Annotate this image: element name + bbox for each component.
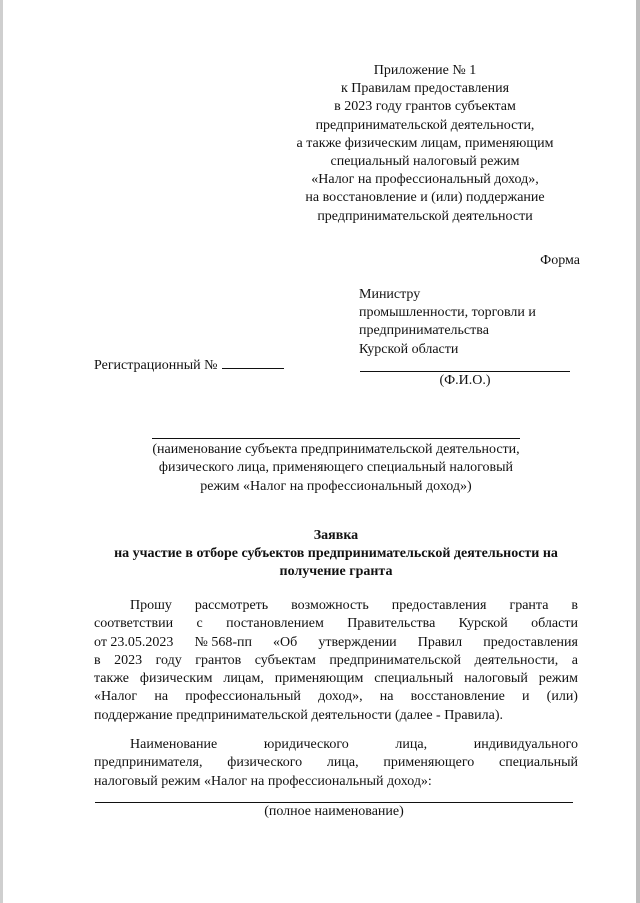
word: от 23.05.2023 — [94, 634, 174, 650]
addressee-line: Курской области — [359, 341, 459, 357]
word: соответствии — [94, 616, 174, 632]
word: 2023 — [114, 652, 143, 668]
word: году — [155, 652, 182, 668]
scan-edge-right — [636, 0, 640, 903]
registration-number — [94, 356, 284, 374]
subject-caption-line: (наименование субъекта предпринимательской деятельности, — [152, 442, 520, 457]
appendix-line: Приложение № 1 — [373, 63, 477, 78]
word: Прошу — [130, 598, 172, 613]
word: предоставления — [391, 598, 487, 613]
title-line: на участие в отборе субъектов предпринимательской деятельности на — [114, 546, 558, 561]
appendix-line: на восстановление и (или) поддержание — [305, 190, 545, 206]
word: юридического — [263, 737, 349, 752]
form-label: Форма — [540, 253, 580, 268]
word: лица, — [326, 755, 359, 771]
word: налоговый — [464, 671, 528, 687]
appendix-header — [280, 62, 570, 226]
appendix-line: специальный налоговый режим — [330, 154, 520, 170]
word: на — [379, 689, 394, 705]
registration-label: Регистрационный № — [94, 358, 218, 373]
registration-number-field[interactable] — [222, 356, 284, 369]
subject-caption-line: режим «Налог на профессиональный доход») — [200, 478, 472, 494]
appendix-line: а также физическим лицам, применяющим — [296, 135, 554, 151]
word: рассмотреть — [194, 598, 269, 613]
word: также — [94, 671, 130, 687]
scan-edge-left — [0, 0, 3, 903]
paragraph-line — [94, 597, 578, 615]
word: деятельности, — [474, 652, 559, 668]
word: постановлением — [226, 616, 324, 632]
full-name-caption: (полное наименование) — [264, 804, 404, 819]
applicant-name-paragraph — [94, 736, 578, 791]
appendix-line: «Налог на профессиональный доход», — [311, 172, 539, 188]
paragraph-line — [94, 707, 578, 725]
word: Правил — [417, 634, 463, 650]
appendix-line: к Правилам предоставления — [340, 81, 510, 97]
word: субъектам — [254, 652, 316, 668]
word: физическим — [139, 671, 213, 687]
fio-signature-line[interactable] — [360, 371, 570, 372]
word: предпринимателя, — [94, 755, 203, 771]
word: в — [571, 598, 578, 613]
word: предоставления — [483, 634, 578, 650]
word: а — [571, 652, 578, 668]
word: грантов — [195, 652, 242, 668]
word: применяющего — [383, 755, 475, 771]
subject-name-line[interactable] — [152, 438, 520, 439]
paragraph-line — [94, 615, 578, 633]
subject-caption-line: физического лица, применяющего специальный налоговый — [158, 460, 514, 476]
request-paragraph — [94, 597, 578, 725]
word: доход», — [318, 689, 363, 705]
word: в — [94, 652, 101, 668]
word: области — [531, 616, 578, 632]
addressee-line: Министру — [359, 287, 421, 302]
paragraph-line — [94, 736, 578, 754]
word: Курской — [458, 616, 508, 632]
word: лица, — [395, 737, 428, 752]
paragraph-line — [94, 652, 578, 670]
word: специальный — [374, 671, 454, 687]
word: (или) — [546, 689, 578, 705]
word: с — [196, 616, 203, 632]
word: Правительства — [347, 616, 436, 632]
fio-caption: (Ф.И.О.) — [439, 373, 491, 388]
word: применяющим — [274, 671, 364, 687]
word: поддержание предпринимательской деятельности (далее - Правила). — [94, 707, 503, 723]
word: режим — [538, 671, 578, 687]
word: возможность — [291, 598, 369, 613]
word: № 568-пп — [194, 634, 252, 650]
paragraph-line — [94, 688, 578, 706]
word: на — [154, 689, 169, 705]
word: налоговый режим «Налог на профессиональный доход»: — [94, 773, 432, 789]
addressee-line: промышленности, торговли и — [359, 305, 536, 321]
word: и — [521, 689, 530, 705]
full-name-field-line[interactable] — [95, 802, 573, 803]
title-line: Заявка — [313, 528, 359, 543]
word: Наименование — [130, 737, 218, 752]
word: «Налог — [94, 689, 138, 705]
word: предпринимательской — [329, 652, 462, 668]
word: гранта — [509, 598, 549, 613]
paragraph-line — [94, 754, 578, 772]
appendix-line: предпринимательской деятельности, — [315, 117, 535, 133]
word: профессиональный — [185, 689, 301, 705]
word: индивидуального — [473, 737, 578, 752]
word: восстановление — [410, 689, 505, 705]
title-line: получение гранта — [279, 564, 393, 579]
appendix-line: в 2023 году грантов субъектам — [334, 99, 516, 115]
word: специальный — [498, 755, 578, 771]
word: лицам, — [223, 671, 264, 687]
word: утверждении — [318, 634, 397, 650]
subject-caption — [100, 441, 572, 496]
document-title — [80, 527, 592, 581]
paragraph-line — [94, 634, 578, 652]
appendix-line: предпринимательской деятельности — [317, 208, 533, 224]
addressee-line: предпринимательства — [359, 323, 489, 339]
paragraph-line — [94, 773, 578, 791]
addressee-block — [359, 286, 536, 359]
word: физического — [227, 755, 303, 771]
paragraph-line — [94, 670, 578, 688]
word: «Об — [273, 634, 298, 650]
